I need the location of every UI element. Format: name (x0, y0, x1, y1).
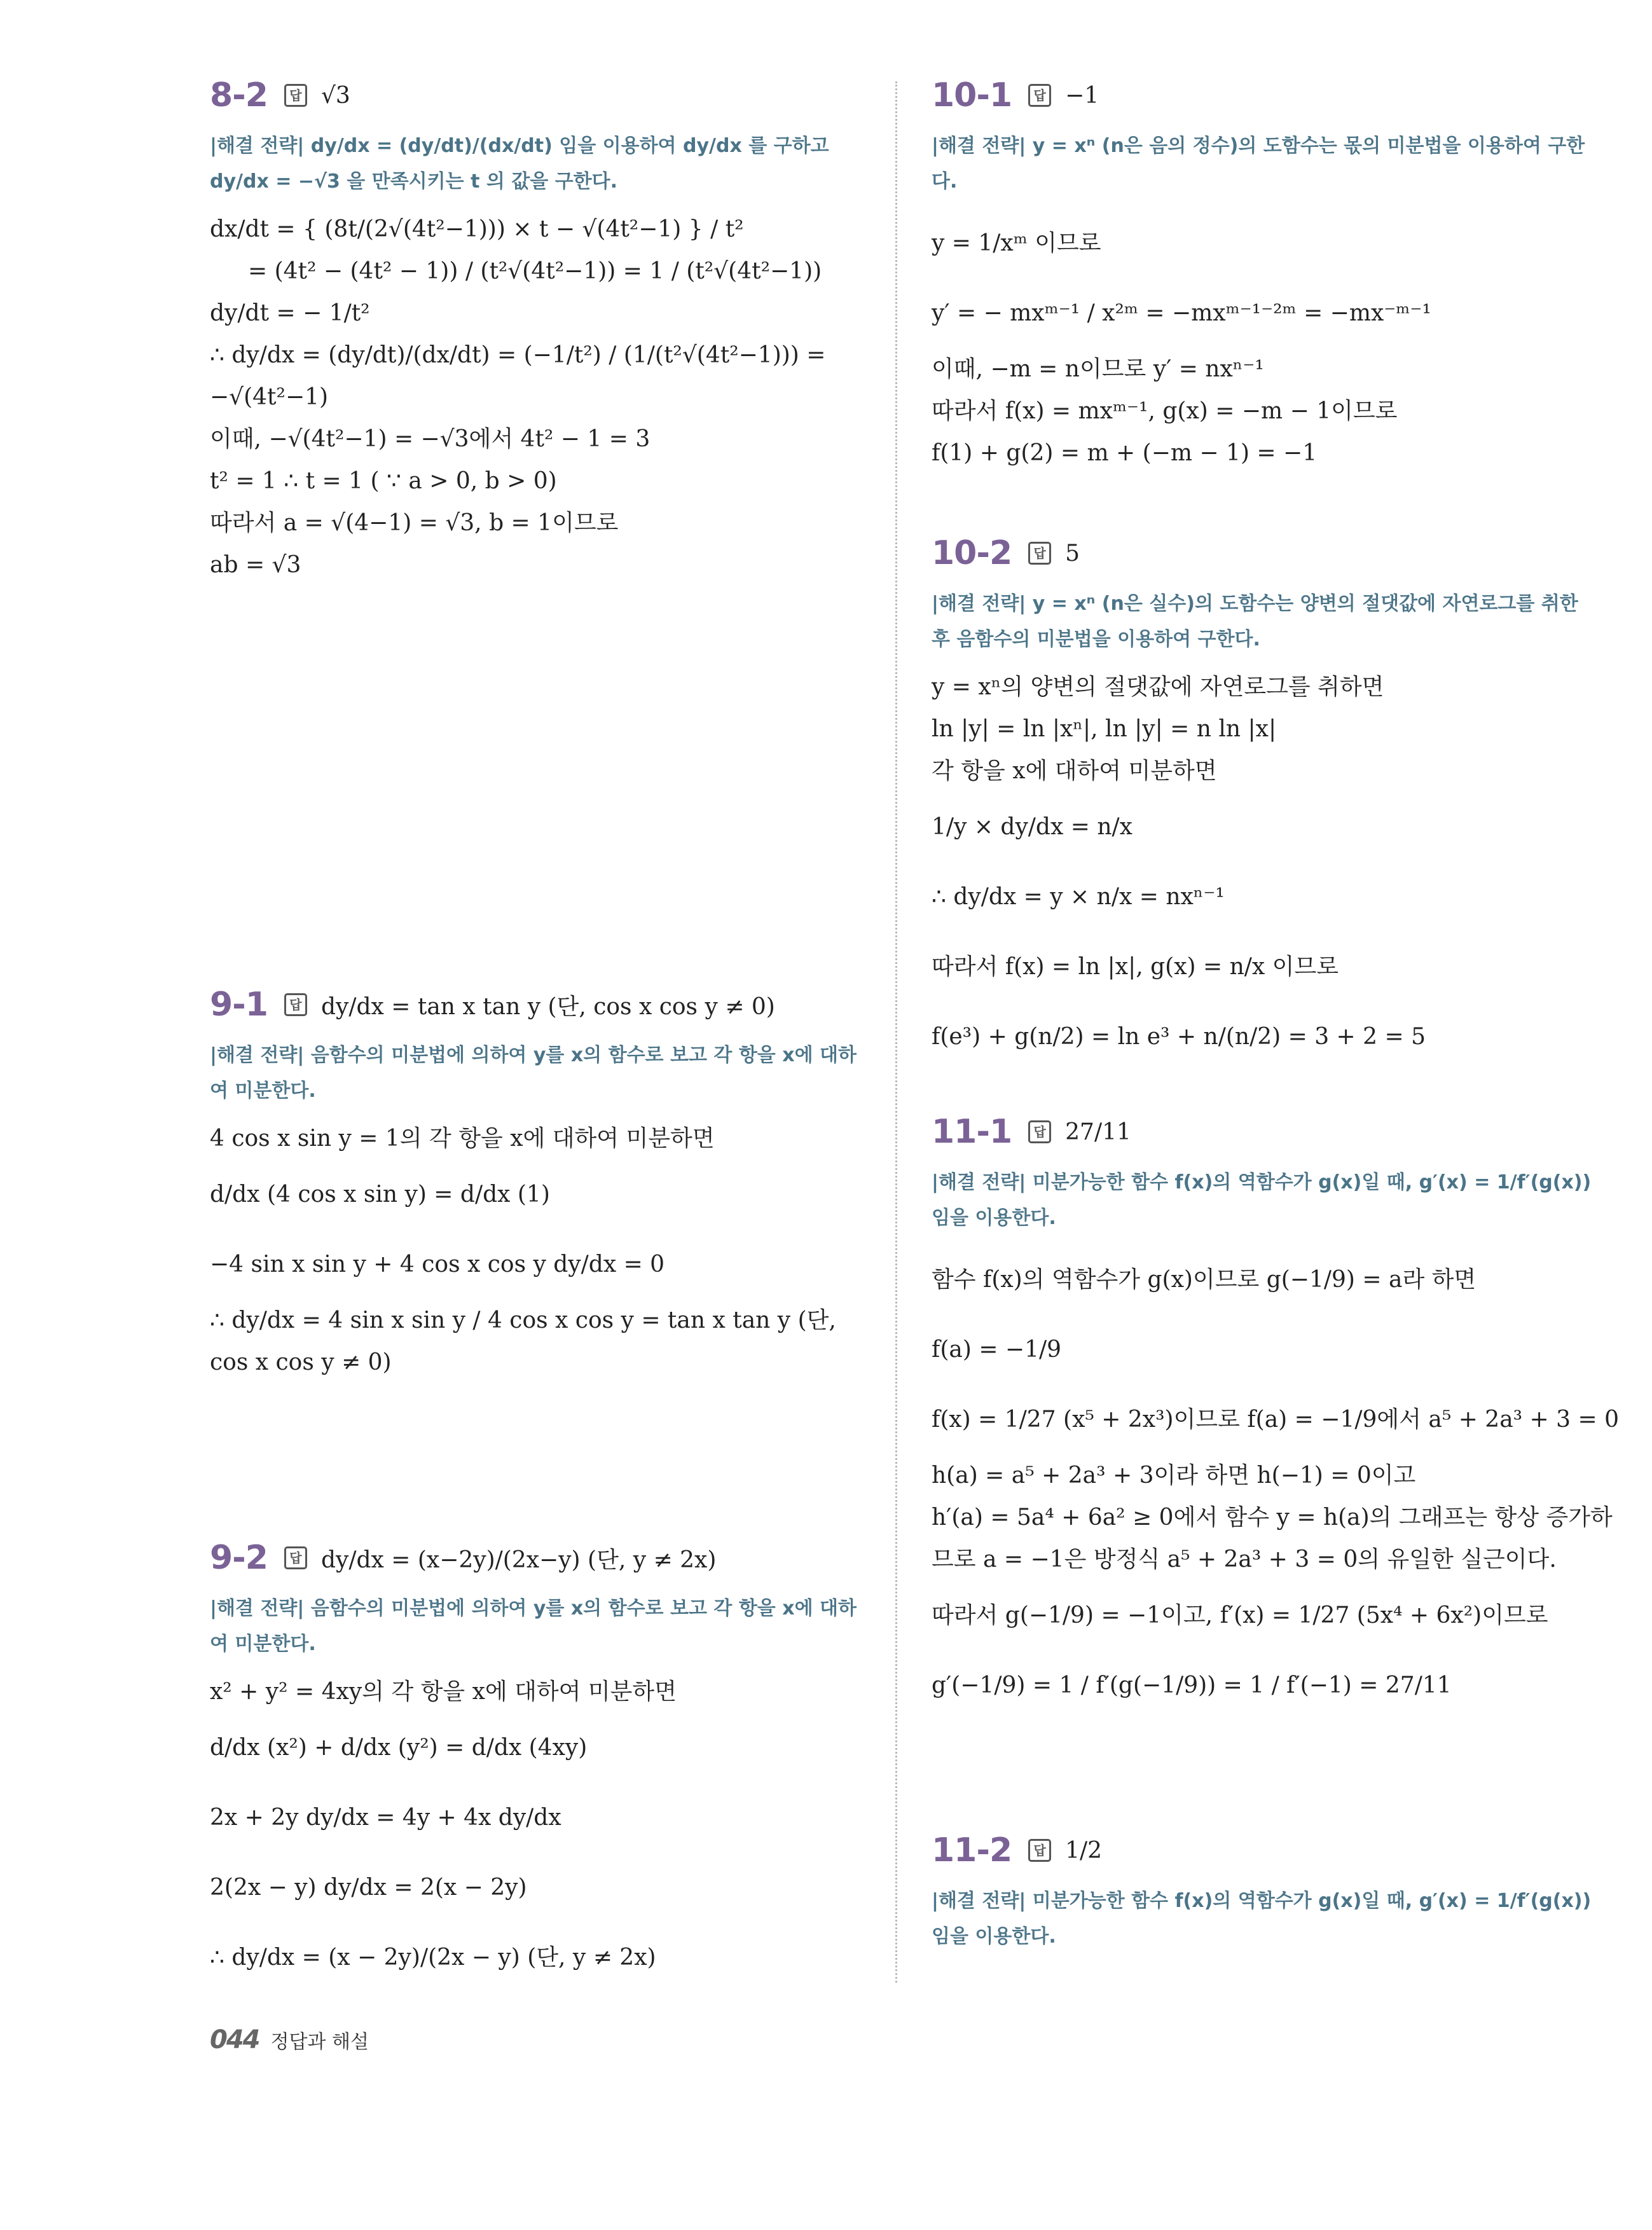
solution-line: ∴ dy/dx = 4 sin x sin y / 4 cos x cos y = tan x tan y (단, cos x cos y ≠ 0) (210, 1307, 836, 1375)
strategy (932, 128, 1593, 200)
solution-line: 므로 a = −1은 방정식 a⁵ + 2a³ + 3 = 0의 유일한 실근이다. (932, 1546, 1557, 1573)
solution (932, 209, 1593, 474)
solution-line: ∴ dy/dx = y × n/x = nxⁿ⁻¹ (932, 884, 1225, 910)
solution-line: dx/dt = { (8t/(2√(4t²−1))) × t − √(4t²−1) } / t² (210, 216, 744, 242)
strategy-label: |해결 전략| (210, 135, 305, 157)
solution-line: x² + y² = 4xy의 각 항을 x에 대하여 미분하면 (210, 1679, 677, 1705)
solution-line: d/dx (x²) + d/dx (y²) = d/dx (4xy) (210, 1735, 588, 1761)
strategy (932, 1883, 1593, 1955)
problem-header (210, 76, 858, 114)
strategy-text: 음함수의 미분법에 의하여 y를 x의 함수로 보고 각 항을 x에 대하여 미분한다. (210, 1597, 857, 1655)
problem-number: 11-1 (932, 1113, 1012, 1151)
solution-line: 따라서 g(−1/9) = −1이고, f′(x) = 1/27 (5x⁴ + 6x²)이므로 (932, 1602, 1548, 1628)
section-9-2 (210, 1539, 858, 1993)
problem-header (210, 986, 858, 1024)
solution-line: 따라서 f(x) = ln |x|, g(x) = n/x 이므로 (932, 954, 1339, 980)
solution-line: 이때, −m = n이므로 y′ = nxⁿ⁻¹ (932, 356, 1264, 382)
answer: 27/11 (1065, 1118, 1131, 1145)
strategy-label: |해결 전략| (932, 1171, 1026, 1194)
solution (210, 1118, 858, 1384)
section-11-1 (932, 1113, 1620, 1721)
solution-line: 4 cos x sin y = 1의 각 항을 x에 대하여 미분하면 (210, 1125, 715, 1152)
problem-header (932, 76, 1593, 114)
problem-number: 8-2 (210, 76, 268, 114)
strategy-label: |해결 전략| (210, 1044, 305, 1066)
problem-number: 10-1 (932, 76, 1012, 114)
section-8-2 (210, 76, 858, 586)
solution-line: ∴ dy/dx = (dy/dt)/(dx/dt) = (−1/t²) / (1/(t²√(4t²−1))) = −√(4t²−1) (210, 342, 826, 410)
solution-line: h(a) = a⁵ + 2a³ + 3이라 하면 h(−1) = 0이고 (932, 1463, 1416, 1489)
solution-line: t² = 1 ∴ t = 1 ( ∵ a > 0, b > 0) (210, 468, 557, 494)
answer: −1 (1065, 82, 1099, 109)
solution-line: −4 sin x sin y + 4 cos x cos y dy/dx = 0 (210, 1251, 665, 1277)
strategy-text: 미분가능한 함수 f(x)의 역함수가 g(x)일 때, g′(x) = 1/f′(g(x)) 임을 이용한다. (932, 1171, 1592, 1229)
solution (932, 666, 1593, 1072)
strategy-text: y = xⁿ (n은 음의 정수)의 도함수는 몫의 미분법을 이용하여 구한다. (932, 135, 1585, 193)
answer-icon: 답 (1028, 1839, 1051, 1862)
problem-header (210, 1539, 858, 1577)
solution (210, 1671, 858, 1993)
strategy (210, 1038, 858, 1109)
answer-icon: 답 (1028, 542, 1051, 565)
answer-icon: 답 (284, 84, 307, 107)
strategy (932, 1165, 1593, 1236)
problem-number: 9-1 (210, 986, 268, 1024)
strategy-label: |해결 전략| (932, 135, 1026, 157)
solution (932, 1245, 1620, 1721)
problem-number: 10-2 (932, 534, 1012, 572)
problem-number: 9-2 (210, 1539, 268, 1577)
strategy-text: 미분가능한 함수 f(x)의 역함수가 g(x)일 때, g′(x) = 1/f′(g(x)) 임을 이용한다. (932, 1890, 1592, 1948)
strategy (210, 1591, 858, 1662)
strategy-label: |해결 전략| (932, 593, 1026, 615)
solution-line: dy/dt = − 1/t² (210, 300, 370, 326)
column-divider (895, 81, 897, 1983)
answer: 5 (1065, 540, 1080, 567)
strategy-text: y = xⁿ (n은 실수)의 도함수는 양변의 절댓값에 자연로그를 취한 후 음함수의 미분법을 이용하여 구한다. (932, 593, 1578, 650)
answer-icon: 답 (1028, 84, 1051, 107)
solution-line: f(a) = −1/9 (932, 1337, 1062, 1363)
answer-icon: 답 (1028, 1120, 1051, 1143)
problem-number: 11-2 (932, 1831, 1012, 1869)
problem-header (932, 1113, 1593, 1151)
solution-line: y = 1/xᵐ 이므로 (932, 230, 1101, 256)
strategy-text: 음함수의 미분법에 의하여 y를 x의 함수로 보고 각 항을 x에 대하여 미분한다. (210, 1044, 857, 1102)
solution-line: 2(2x − y) dy/dx = 2(x − 2y) (210, 1875, 527, 1901)
solution-line: g′(−1/9) = 1 / f′(g(−1/9)) = 1 / f′(−1) = 27/11 (932, 1672, 1452, 1698)
page-number: 044 (210, 2025, 259, 2054)
problem-header (932, 534, 1593, 572)
solution-line: ∴ dy/dx = (x − 2y)/(2x − y) (단, y ≠ 2x) (210, 1944, 656, 1971)
strategy-label: |해결 전략| (210, 1597, 305, 1620)
solution-line: 2x + 2y dy/dx = 4y + 4x dy/dx (210, 1805, 561, 1831)
section-11-2 (932, 1831, 1593, 1955)
solution-line: = (4t² − (4t² − 1)) / (t²√(4t²−1)) = 1 / (t²√(4t²−1)) (248, 258, 822, 284)
answer-icon: 답 (284, 1546, 307, 1569)
solution-line: 함수 f(x)의 역함수가 g(x)이므로 g(−1/9) = a라 하면 (932, 1267, 1476, 1293)
answer-icon: 답 (284, 993, 307, 1016)
solution-line: y′ = − mxᵐ⁻¹ / x²ᵐ = −mxᵐ⁻¹⁻²ᵐ = −mx⁻ᵐ⁻¹ (932, 300, 1431, 326)
strategy (210, 128, 858, 200)
solution-line: 각 항을 x에 대하여 미분하면 (932, 758, 1217, 784)
section-10-1 (932, 76, 1593, 474)
answer: 1/2 (1065, 1837, 1103, 1864)
section-10-2 (932, 534, 1593, 1072)
solution-line: 1/y × dy/dx = n/x (932, 814, 1132, 840)
answer: dy/dx = (x−2y)/(2x−y) (단, y ≠ 2x) (320, 1546, 717, 1573)
solution-line: ln |y| = ln |xⁿ|, ln |y| = n ln |x| (932, 716, 1277, 742)
solution-line: 따라서 a = √(4−1) = √3, b = 1이므로 (210, 510, 619, 536)
page-footer (210, 2025, 369, 2054)
strategy-text: dy/dx = (dy/dt)/(dx/dt) 임을 이용하여 dy/dx 를 구하고 dy/dx = −√3 을 만족시키는 t 의 값을 구한다. (210, 135, 829, 193)
problem-header (932, 1831, 1593, 1869)
solution-line: h′(a) = 5a⁴ + 6a² ≥ 0에서 함수 y = h(a)의 그래프는 항상 증가하 (932, 1504, 1613, 1531)
solution-line: f(x) = 1/27 (x⁵ + 2x³)이므로 f(a) = −1/9에서 a⁵ + 2a³ + 3 = 0 (932, 1407, 1620, 1433)
solution-line: 따라서 f(x) = mxᵐ⁻¹, g(x) = −m − 1이므로 (932, 398, 1398, 424)
solution (210, 209, 858, 586)
answer: √3 (320, 82, 350, 109)
solution-line: d/dx (4 cos x sin y) = d/dx (1) (210, 1181, 550, 1208)
solution-line: f(1) + g(2) = m + (−m − 1) = −1 (932, 440, 1318, 466)
solution-line: ab = √3 (210, 552, 301, 578)
strategy-label: |해결 전략| (932, 1890, 1026, 1912)
solution-line: y = xⁿ의 양변의 절댓값에 자연로그를 취하면 (932, 674, 1384, 700)
solution-line: f(e³) + g(n/2) = ln e³ + n/(n/2) = 3 + 2 = 5 (932, 1024, 1426, 1050)
solution-line: 이때, −√(4t²−1) = −√3에서 4t² − 1 = 3 (210, 426, 650, 452)
strategy (932, 586, 1593, 657)
section-9-1 (210, 986, 858, 1384)
footer-label: 정답과 해설 (270, 2031, 369, 2053)
answer: dy/dx = tan x tan y (단, cos x cos y ≠ 0) (320, 993, 775, 1020)
